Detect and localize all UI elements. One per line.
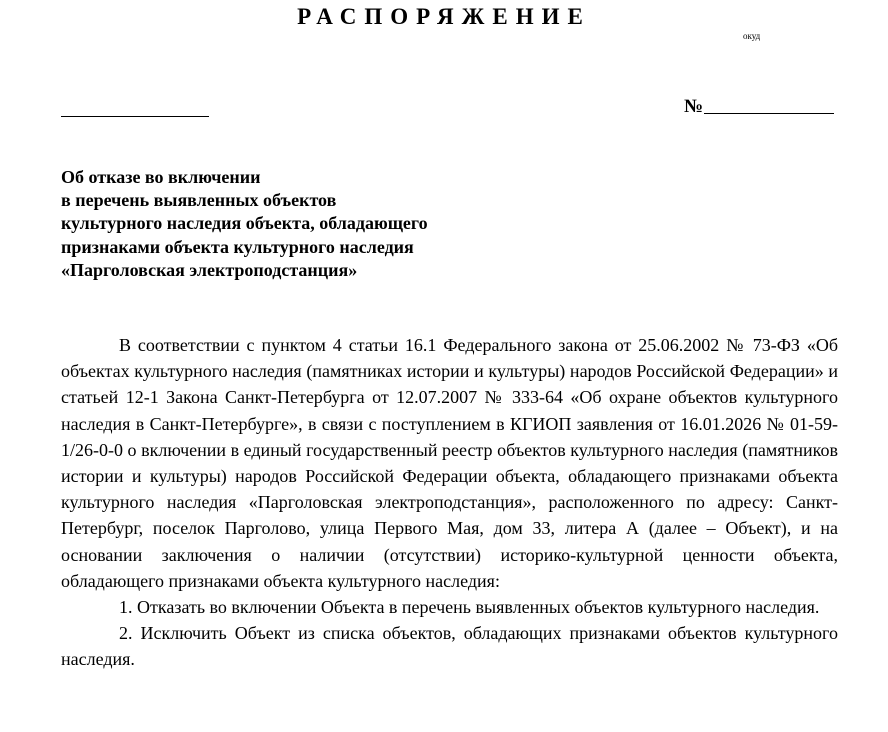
subject-line: «Парголовская электроподстанция» xyxy=(61,259,358,280)
number-sign: № xyxy=(684,96,704,117)
date-blank-line xyxy=(61,116,209,117)
document-number-field xyxy=(684,96,834,118)
order-item-2: 2. Исключить Объект из списка объектов, обладающих признаками объектов культурного наследия. xyxy=(61,623,838,670)
document-body xyxy=(61,332,838,673)
preamble-paragraph: В соответствии с пунктом 4 статьи 16.1 Федерального закона от 25.06.2002 № 73-ФЗ «Об объектах культурного наследия (памятниках истории и культуры) народов Российской Федерации» и статьей 12-1 Закона Санкт-Петербурга от 12.07.2007 № 333-64 «Об охране объектов культурного наследия в Санкт-Петербурге», в связи с поступлением в КГИОП заявления от 16.01.2026 № 01-59-1/26-0-0 о включении в единый государственный реестр объектов культурного наследия (памятников истории и культуры) народов Российской Федерации объекта, обладающего признаками объекта культурного наследия «Парголовская электроподстанция», расположенного по адресу: Санкт-Петербург, поселок Парголово, улица Первого Мая, дом 33, литера А (далее – Объект), и на основании заключения о наличии (отсутствии) историко-культурной ценности объекта, обладающего признаками объекта культурного наследия: xyxy=(61,335,838,591)
subject-line: культурного наследия объекта, обладающего xyxy=(61,213,428,234)
subject-line: Об отказе во включении xyxy=(61,167,261,187)
document-title: РАСПОРЯЖЕНИЕ xyxy=(297,4,591,29)
okud-label: окуд xyxy=(743,31,761,41)
document-subject xyxy=(61,166,428,282)
number-blank-line xyxy=(704,113,834,114)
subject-line: в перечень выявленных объектов xyxy=(61,190,337,211)
order-item-1: 1. Отказать во включении Объекта в перечень выявленных объектов культурного наследия. xyxy=(119,597,820,618)
subject-line: признаками объекта культурного наследия xyxy=(61,236,414,257)
